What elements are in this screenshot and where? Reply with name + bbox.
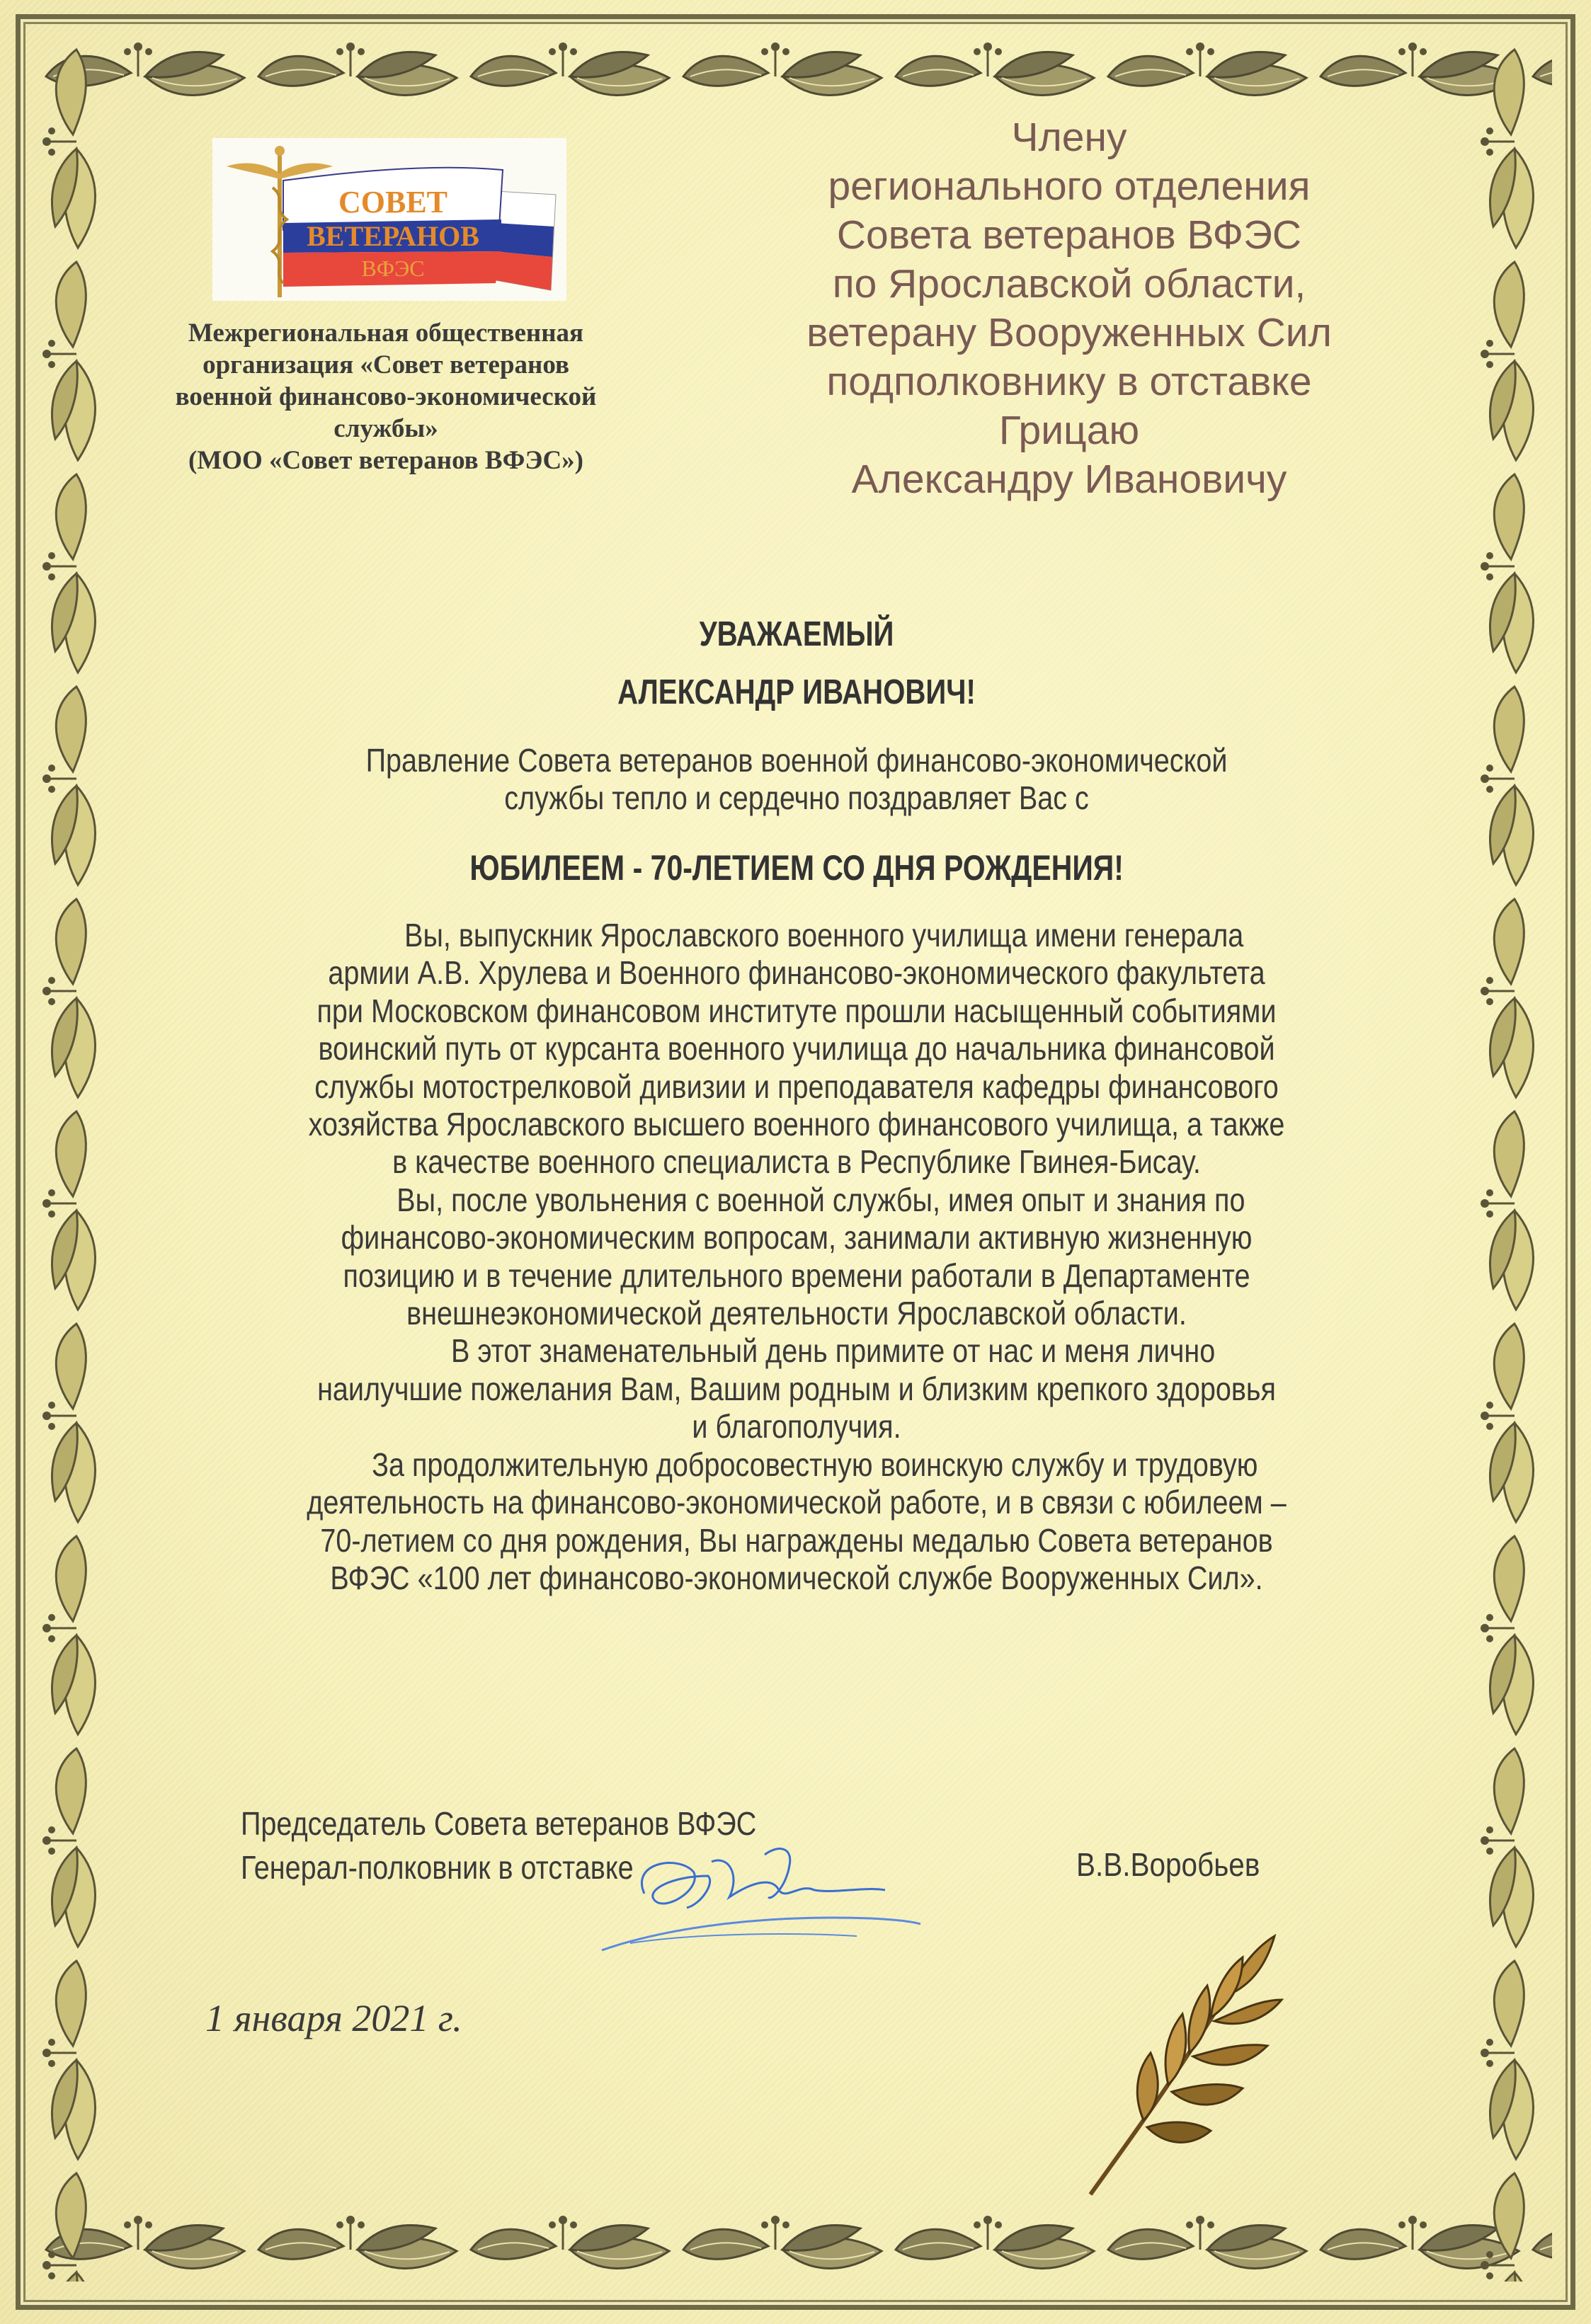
leaf-border-left [34,42,119,2282]
leaf-border-top [39,34,1552,119]
body-line: Вы, после увольнения с военной службы, имея опыт и знания по [397,1181,1245,1218]
organization-logo [212,138,566,301]
organization-line: Межрегиональная общественная [188,319,584,348]
organization-line: военной финансово-экономической [175,382,597,411]
recipient-line: Члену [1011,115,1127,160]
leaf-border-left-graphic [34,42,119,2282]
intro-line: Правление Совета ветеранов военной финансово-экономической [365,742,1228,779]
body-line: наилучшие пожелания Вам, Вашим родным и близким крепкого здоровья [317,1370,1276,1407]
recipient-line: регионального отделения [828,164,1311,209]
body-line: Вы, выпускник Ярославского военного училища имени генерала [404,917,1244,954]
recipient-address [722,113,1416,504]
handwritten-signature [588,1833,984,1968]
recipient-line: ветерану Вооруженных Сил [806,310,1332,355]
body-line: внешнеэкономической деятельности Ярославской области. [406,1295,1187,1332]
signatory-title-line: Председатель Совета ветеранов ВФЭС [241,1805,757,1842]
logo-text-vfes: ВФЭС [361,256,425,281]
body-line: 70-летием со дня рождения, Вы награждены медалью Совета ветеранов [320,1521,1273,1559]
body-line: хозяйства Ярославского высшего военного финансового училища, а также [308,1106,1285,1143]
body-line: позицию и в течение длительного времени работали в Департаменте [343,1257,1250,1294]
jubilee-heading [152,847,1441,888]
body-line: армии А.В. Хрулева и Военного финансово-экономического факультета [328,954,1265,992]
recipient-line: Грицаю [998,408,1140,453]
intro-line: службы тепло и сердечно поздравляет Вас с [504,779,1089,817]
leaf-border-bottom [39,2207,1552,2292]
organization-line: службы» [333,414,438,443]
issue-date: 1 января 2021 г. [205,1997,462,2039]
organization-name [145,317,627,476]
body-line: ВФЭС «100 лет финансово-экономической службе Вооруженных Сил». [330,1559,1263,1596]
body-line: службы мотострелковой дивизии и преподавателя кафедры финансового [314,1067,1279,1105]
body-line: финансово-экономическим вопросам, занимали активную жизненную [341,1219,1253,1257]
leaf-border-right-graphic [1472,42,1557,2282]
logo-text-veteranov: ВЕТЕРАНОВ [307,220,479,252]
greeting-salutation: УВАЖАЕМЫЙ [699,615,894,653]
intro-text [152,742,1441,818]
body-line: и благополучия. [692,1408,901,1446]
recipient-line: Александру Ивановичу [851,457,1287,502]
body-line: при Московском финансовом институте прошли насыщенный событиями [317,992,1277,1029]
body-line: В этот знаменательный день примите от нас и меня лично [450,1332,1216,1370]
signatory-title-line: Генерал-полковник в отставке [241,1849,634,1886]
greeting-name: АЛЕКСАНДР ИВАНОВИЧ! [617,673,976,711]
body-line: За продолжительную добросовестную воинскую службу и трудовую [372,1446,1258,1483]
organization-line: (МОО «Совет ветеранов ВФЭС») [188,446,583,475]
body-line: деятельность на финансово-экономической работе, и в связи с юбилеем – [307,1484,1287,1521]
signatory-name: В.В.Воробьев [1076,1846,1260,1883]
recipient-line: по Ярославской области, [832,261,1306,307]
body-line: в качестве военного специалиста в Республике Гвинея-Бисау. [392,1143,1201,1181]
body-line: воинский путь от курсанта военного училища до начальника финансовой [318,1030,1275,1067]
jubilee-heading-text: ЮБИЛЕЕМ - 70-ЛЕТИЕМ СО ДНЯ РОЖДЕНИЯ! [469,848,1124,888]
veterans-council-flag-emblem [212,138,566,301]
leaf-border-bottom-graphic [39,2207,1552,2292]
logo-text-sovet: СОВЕТ [338,185,448,219]
recipient-line: Совета ветеранов ВФЭС [836,212,1302,258]
recipient-line: подполковнику в отставке [826,359,1312,404]
leaf-border-top-graphic [39,34,1552,119]
congratulation-body [152,917,1441,1597]
laurel-branch-icon [1062,1933,1303,2202]
organization-line: организация «Совет ветеранов [203,350,569,379]
leaf-border-right [1472,42,1557,2282]
